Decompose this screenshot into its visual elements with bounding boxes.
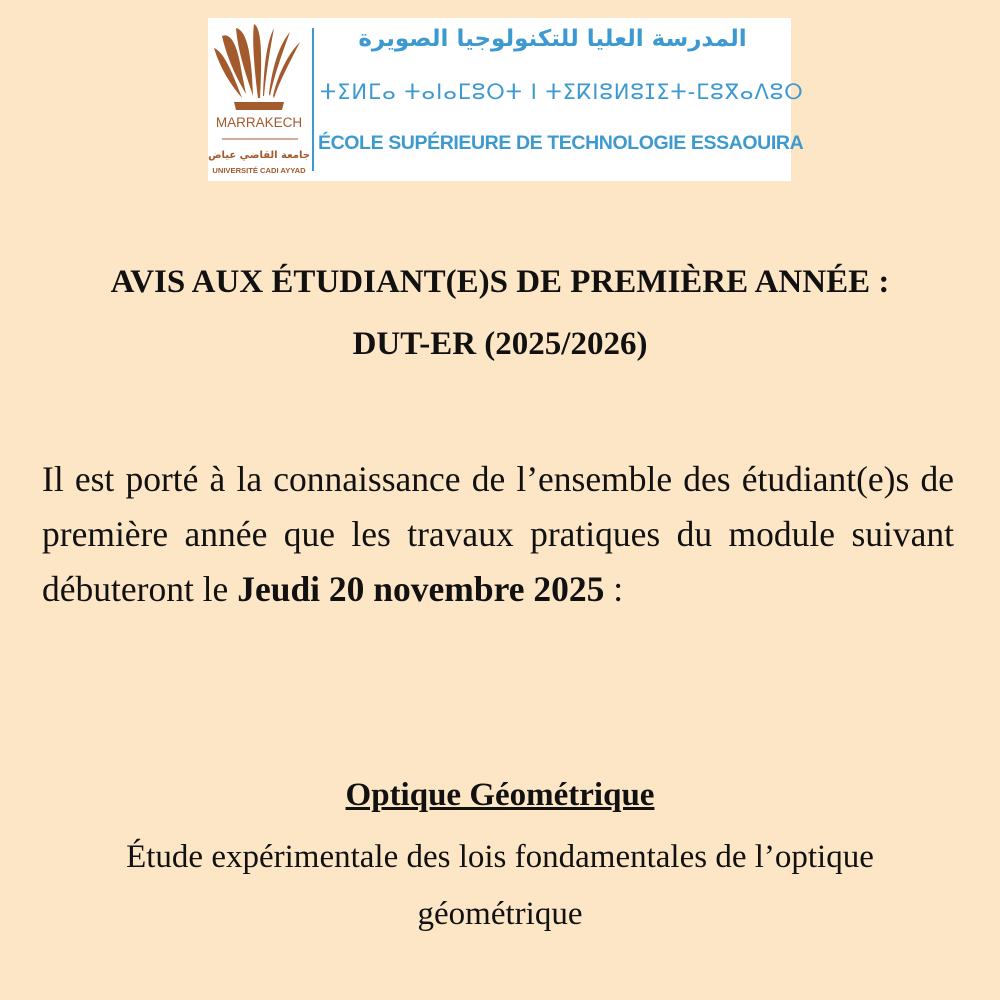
university-logo	[208, 18, 312, 181]
logo-vertical-divider	[312, 28, 314, 171]
logo-university-arabic: جامعة القاضي عياض	[208, 150, 310, 161]
school-name-tifinagh: ⵜⵉⵍⵎⴰ ⵜⴰⵏⴰⵎⵓⵔⵜ ⵏ ⵜⵉⴽⵏⵓⵍⵓⵊⵉⵜ-ⵎⵓⴳⴰⴷⵓⵔ	[320, 80, 804, 104]
module-description: Étude expérimentale des lois fondamentales de l’optique géométrique	[126, 839, 874, 932]
notice-start-date: Jeudi 20 novembre 2025	[237, 569, 605, 609]
logo-university-name: MARRAKECH	[215, 115, 303, 130]
notice-title-line2: DUT-ER (2025/2026)	[352, 326, 648, 362]
school-name-french: ÉCOLE SUPÉRIEURE DE TECHNOLOGIE ESSAOUIRA	[318, 132, 804, 154]
module-title: Optique Géométrique	[345, 777, 655, 813]
logo-university-latin: UNIVERSITÉ CADI AYYAD	[212, 166, 306, 175]
notice-title	[20, 251, 980, 375]
notice-body-end: :	[604, 569, 624, 609]
school-name-arabic: المدرسة العليا للتكنولوجيا الصويرة	[358, 26, 747, 52]
school-logo-banner	[208, 18, 804, 181]
notice-body	[42, 452, 954, 617]
notice-body-intro: Il est porté à la connaissance de l’ensemble des étudiant(e)s de première année que les travaux pratiques du module suivant débuteront le	[42, 459, 954, 609]
notice-title-line1: AVIS AUX ÉTUDIANT(E)S DE PREMIÈRE ANNÉE :	[110, 264, 890, 300]
palm-emblem-icon	[214, 24, 300, 110]
